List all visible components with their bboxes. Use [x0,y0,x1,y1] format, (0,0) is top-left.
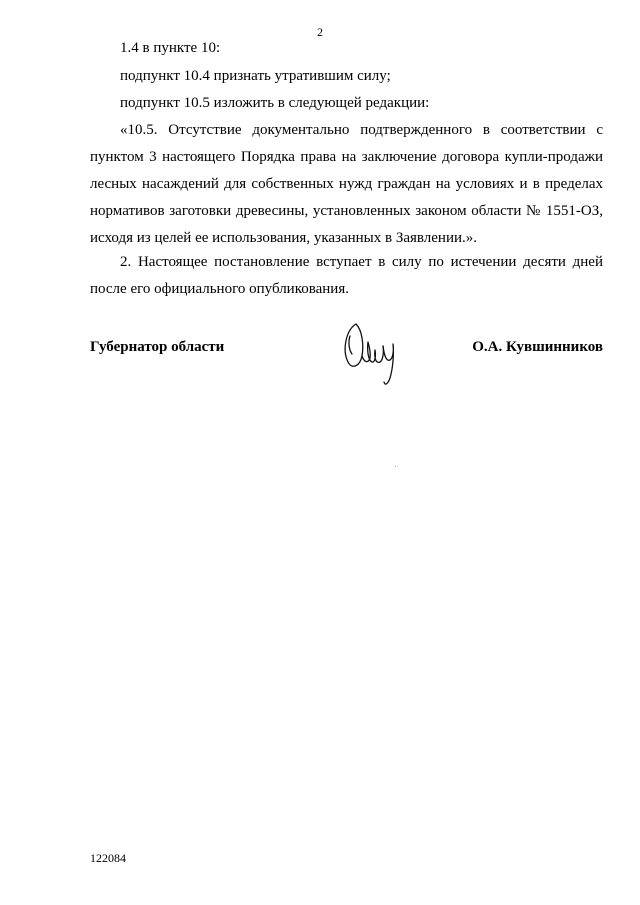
signatory-title: Губернатор области [90,339,225,355]
item-1-4-line: 1.4 в пункте 10: [120,40,221,56]
scan-speck [395,466,396,467]
document-code: 122084 [90,851,126,865]
subitem-10-5-line: подпункт 10.5 изложить в следующей редакции: [120,95,430,111]
paragraph-2: 2. Настоящее постановление вступает в силу по истечении десяти дней после его официального опубликования. [90,254,603,297]
signatory-name: О.А. Кувшинников [472,339,603,355]
subitem-10-4-line: подпункт 10.4 признать утратившим силу; [120,68,391,84]
page-number: 2 [317,25,323,39]
handwritten-signature [338,316,400,388]
paragraph-10-5: «10.5. Отсутствие документально подтвержденного в соответствии с пунктом 3 настоящего Порядка права на заключение договора купли-продажи лесных насаждений для собственных нужд граждан на условиях и в пределах нормативов заготовки древесины, установленных законом области № 1551-ОЗ, исходя из целей ее использования, указанных в Заявлении.». [90,122,603,246]
